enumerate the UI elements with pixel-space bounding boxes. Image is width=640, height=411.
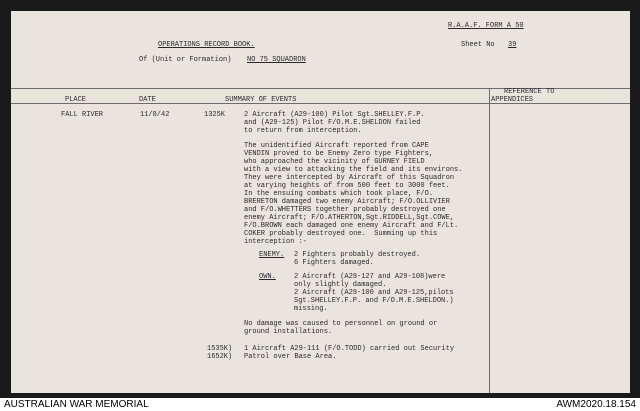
footer-credit: AUSTRALIAN WAR MEMORIAL <box>4 399 149 410</box>
col-ref-line2: APPENDICES <box>491 96 534 104</box>
entry2-text: 1 Aircraft A29-111 (F/O.TODD) carried out Security Patrol over Base Area. <box>244 345 455 361</box>
entry-text: 2 Aircraft (A29-100) Pilot Sgt.SHELLEY.F.P. and (A29-125) Pilot F/O.M.E.SHELDON failed to return from interception. <box>244 111 425 135</box>
own-label: OWN. <box>259 273 276 281</box>
entry-time: 1325K <box>204 111 226 119</box>
sheet-label: Sheet No <box>461 41 495 49</box>
col-place: PLACE <box>65 96 87 104</box>
entry2-time-end: 1652K) <box>207 353 233 361</box>
book-title: OPERATIONS RECORD BOOK. <box>158 41 255 49</box>
footer-accession: AWM2020.18.154 <box>556 399 636 410</box>
entry-place: FALL RIVER <box>61 111 104 119</box>
enemy-results: 2 Fighters probably destroyed. 6 Fighters damaged. <box>294 251 421 267</box>
header-bottom-rule <box>11 103 630 104</box>
ground-damage-note: No damage was caused to personnel on ground or ground installations. <box>244 320 438 336</box>
entry2-time-start: 1535K) <box>207 345 233 353</box>
enemy-label: ENEMY. <box>259 251 285 259</box>
col-date: DATE <box>139 96 156 104</box>
col-ref-line1: REFERENCE TO <box>504 88 555 96</box>
entry-date: 11/8/42 <box>140 111 170 119</box>
unit-label: Of (Unit or Formation) <box>139 56 232 64</box>
form-id: R.A.A.F. FORM A 50 <box>448 22 524 30</box>
col-summary: SUMMARY OF EVENTS <box>225 96 297 104</box>
footer-bar <box>0 398 640 411</box>
unit-value: NO 75 SQUADRON <box>247 56 306 64</box>
sheet-number: 39 <box>508 41 517 49</box>
own-results: 2 Aircraft (A29-127 and A29-108)were only slightly damaged. 2 Aircraft (A29-100 and A29-125,pilots Sgt.SHELLEY.F.P. and F/O.M.E.SHELDON.) missing. <box>294 273 454 313</box>
combat-narrative: The unidentified Aircraft reported from CAPE VENDIN proved to be Enemy Zero type Fighters, who approached the vicinity of GURNEY FIELD with a view to attacking the field and its environs. They were intercepted by Aircraft of this Squadron at varying heights of from 500 feet to 3000 feet. In the ensuing combats which took place, F/O. BRERETON damaged two enemy Aircraft; F/O.OLLIVIER and F/O.WHETTERS together probably destroyed one enemy Aircraft; F/O.ATHERTON,Sgt.RIDDELL,Sgt.COWE, F/O.BROWN each damaged one enemy Aircraft and F/Lt. COKER probably destroyed one. Summing up this interception :- <box>244 142 463 246</box>
document-page <box>11 11 630 393</box>
